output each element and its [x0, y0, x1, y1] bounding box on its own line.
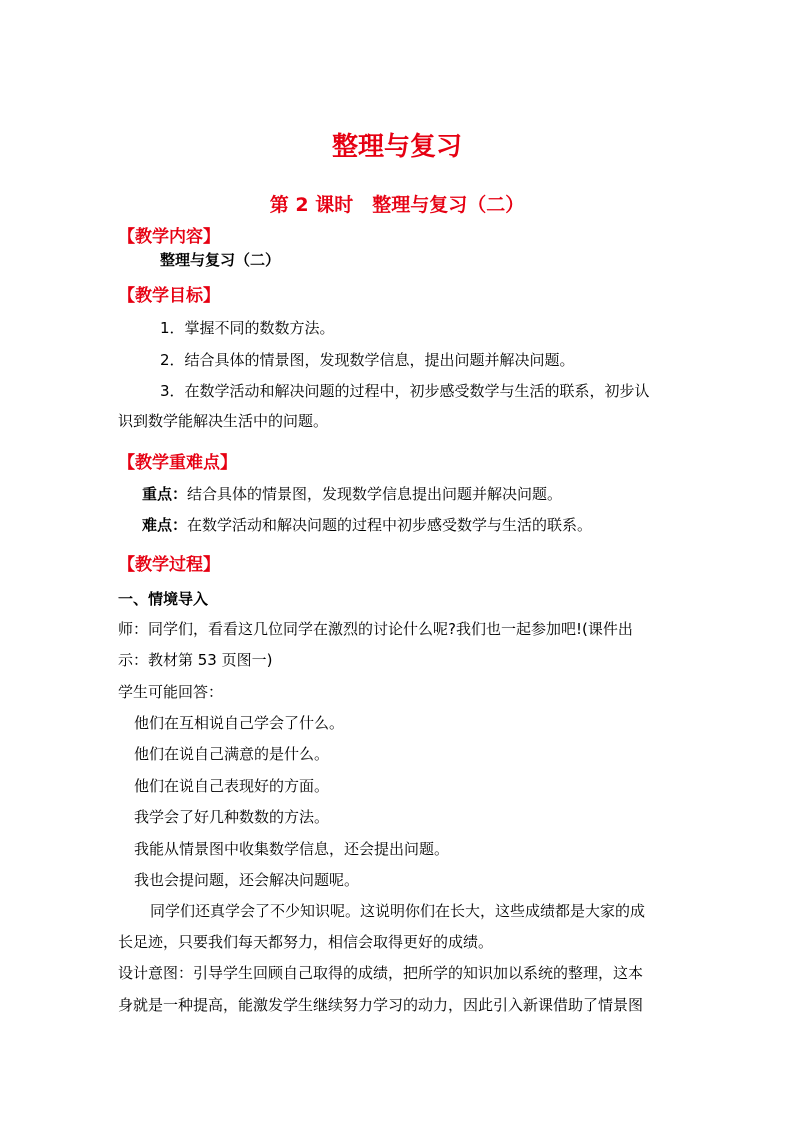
paragraph-line: 示：教材第 53 页图一): [118, 651, 273, 669]
answer-line: 我学会了好几种数数的方法。: [134, 808, 330, 826]
goal-item: 2．结合具体的情景图，发现数学信息，提出问题并解决问题。: [160, 351, 575, 369]
focus-line: [142, 484, 562, 504]
difficulty-line: [142, 515, 592, 535]
goal-item: 3．在数学活动和解决问题的过程中，初步感受数学与生活的联系，初步认: [160, 382, 650, 400]
teaching-content-heading: 【教学内容】: [118, 227, 220, 247]
design-intent-line: 身就是一种提高，能激发学生继续努力学习的动力，因此引入新课借助了情景图: [118, 996, 644, 1014]
difficulty-label: 难点：: [142, 516, 188, 534]
page-title: 整理与复习: [331, 132, 462, 162]
key-points-heading: 【教学重难点】: [118, 453, 237, 473]
lesson-subtitle: 第 2 课时 整理与复习（二）: [269, 194, 525, 216]
paragraph-line: 长足迹，只要我们每天都努力，相信会取得更好的成绩。: [118, 933, 494, 951]
design-intent-line: 设计意图：引导学生回顾自己取得的成绩，把所学的知识加以系统的整理，这本: [118, 964, 644, 982]
answer-line: 我能从情景图中收集数学信息，还会提出问题。: [134, 840, 450, 858]
answer-line: 他们在说自己表现好的方面。: [134, 777, 330, 795]
goal-item-continued: 识到数学能解决生活中的问题。: [118, 412, 329, 430]
paragraph-line: 同学们还真学会了不少知识呢。这说明你们在长大，这些成绩都是大家的成: [150, 902, 646, 920]
answer-line: 他们在说自己满意的是什么。: [134, 745, 330, 763]
part-one-heading: 一、情境导入: [118, 590, 209, 608]
goal-item: 1．掌握不同的数数方法。: [160, 319, 335, 337]
teaching-process-heading: 【教学过程】: [118, 555, 220, 575]
teaching-content-text: 整理与复习（二）: [160, 251, 281, 269]
focus-text: 结合具体的情景图，发现数学信息提出问题并解决问题。: [187, 485, 563, 503]
difficulty-text: 在数学活动和解决问题的过程中初步感受数学与生活的联系。: [187, 516, 593, 534]
teaching-goals-heading: 【教学目标】: [118, 286, 220, 306]
answer-line: 他们在互相说自己学会了什么。: [134, 714, 345, 732]
focus-label: 重点：: [142, 485, 188, 503]
paragraph-line: 学生可能回答：: [118, 683, 224, 701]
paragraph-line: 师：同学们，看看这几位同学在激烈的讨论什么呢?我们也一起参加吧!(课件出: [118, 620, 633, 638]
answer-line: 我也会提问题，还会解决问题呢。: [134, 871, 360, 889]
